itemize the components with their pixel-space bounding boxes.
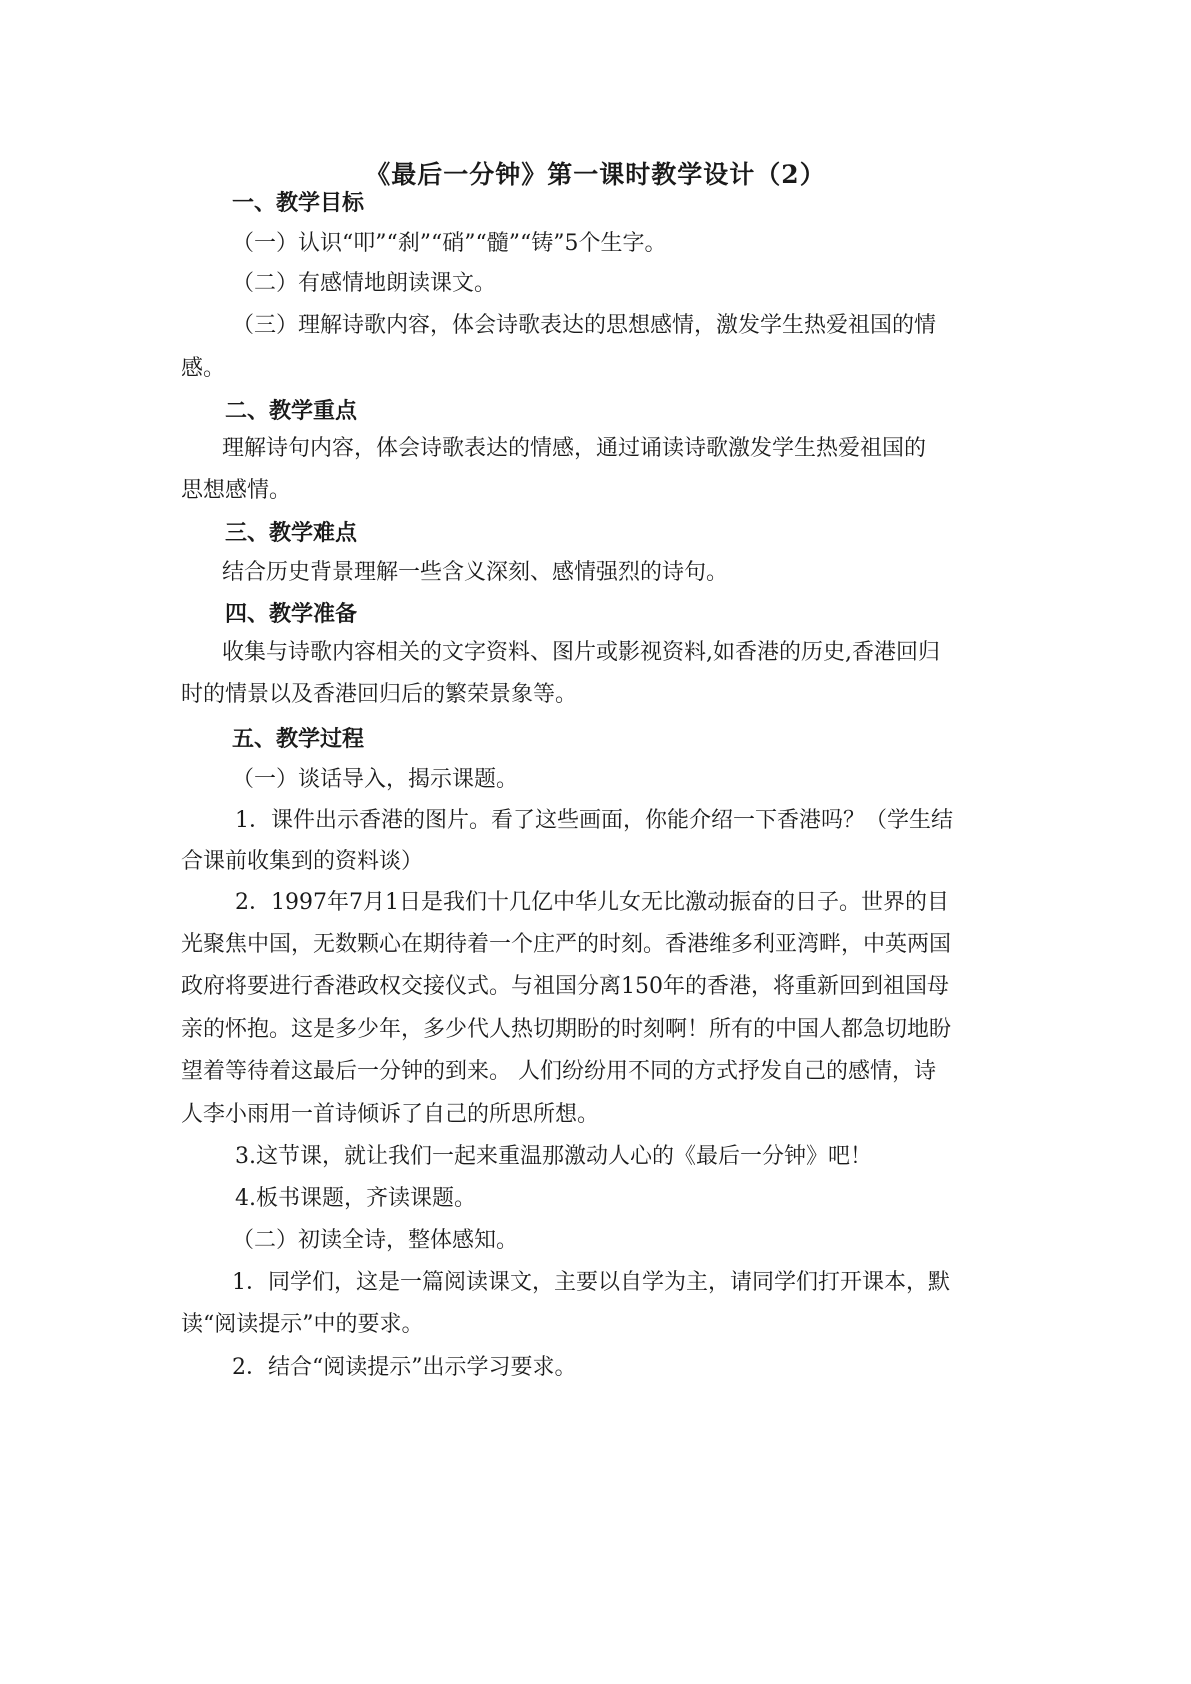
process-step-3: 3.这节课，就让我们一起来重温那激动人心的《最后一分钟》吧！ bbox=[235, 1144, 872, 1169]
section-heading-preparation: 四、教学准备 bbox=[225, 601, 358, 627]
section-heading-key-points: 二、教学重点 bbox=[225, 398, 358, 424]
key-points-line-2: 思想感情。 bbox=[181, 478, 292, 503]
process-step-2-line-4: 亲的怀抱。这是多少年，多少代人热切期盼的时刻啊！所有的中国人都急切地盼 bbox=[181, 1017, 952, 1042]
process-step-2-line-2: 光聚焦中国，无数颗心在期待着一个庄严的时刻。香港维多利亚湾畔，中英两国 bbox=[181, 932, 952, 957]
objective-item-3-line-2: 感。 bbox=[181, 356, 226, 381]
reading-step-2: 2．结合“阅读提示”出示学习要求。 bbox=[232, 1355, 577, 1380]
reading-step-1-line-2: 读“阅读提示”中的要求。 bbox=[181, 1312, 424, 1337]
process-subheading-2: （二）初读全诗，整体感知。 bbox=[232, 1228, 519, 1253]
process-subheading-1: （一）谈话导入，揭示课题。 bbox=[232, 767, 519, 792]
objective-item-3-line-1: （三）理解诗歌内容，体会诗歌表达的思想感情，激发学生热爱祖国的情 bbox=[232, 313, 937, 338]
process-step-4: 4.板书课题，齐读课题。 bbox=[235, 1186, 476, 1211]
preparation-line-2: 时的情景以及香港回归后的繁荣景象等。 bbox=[181, 682, 578, 707]
objective-item-1: （一）认识“叩”“刹”“硝”“髓”“铸”5个生字。 bbox=[232, 231, 667, 256]
process-step-1-line-2: 合课前收集到的资料谈） bbox=[181, 849, 424, 874]
process-step-2-line-5: 望着等待着这最后一分钟的到来。 人们纷纷用不同的方式抒发自己的感情，诗 bbox=[181, 1059, 936, 1084]
preparation-line-1: 收集与诗歌内容相关的文字资料、图片或影视资料,如香港的历史,香港回归 bbox=[222, 640, 940, 665]
section-heading-difficulties: 三、教学难点 bbox=[225, 520, 358, 546]
key-points-line-1: 理解诗句内容，体会诗歌表达的情感，通过诵读诗歌激发学生热爱祖国的 bbox=[222, 436, 927, 461]
process-step-2-line-6: 人李小雨用一首诗倾诉了自己的所思所想。 bbox=[181, 1102, 600, 1127]
difficulties-line-1: 结合历史背景理解一些含义深刻、感情强烈的诗句。 bbox=[222, 560, 729, 585]
process-step-2-line-3: 政府将要进行香港政权交接仪式。与祖国分离150年的香港，将重新回到祖国母 bbox=[181, 974, 949, 999]
document-title: 《最后一分钟》第一课时教学设计（2） bbox=[365, 160, 826, 189]
objective-item-2: （二）有感情地朗读课文。 bbox=[232, 271, 497, 296]
section-heading-process: 五、教学过程 bbox=[232, 726, 365, 752]
reading-step-1-line-1: 1．同学们，这是一篇阅读课文，主要以自学为主，请同学们打开课本，默 bbox=[232, 1270, 950, 1295]
process-step-1-line-1: 1．课件出示香港的图片。看了这些画面，你能介绍一下香港吗？（学生结 bbox=[235, 808, 953, 833]
section-heading-objectives: 一、教学目标 bbox=[232, 190, 365, 216]
process-step-2-line-1: 2．1997年7月1日是我们十几亿中华儿女无比激动振奋的日子。世界的目 bbox=[235, 890, 949, 915]
